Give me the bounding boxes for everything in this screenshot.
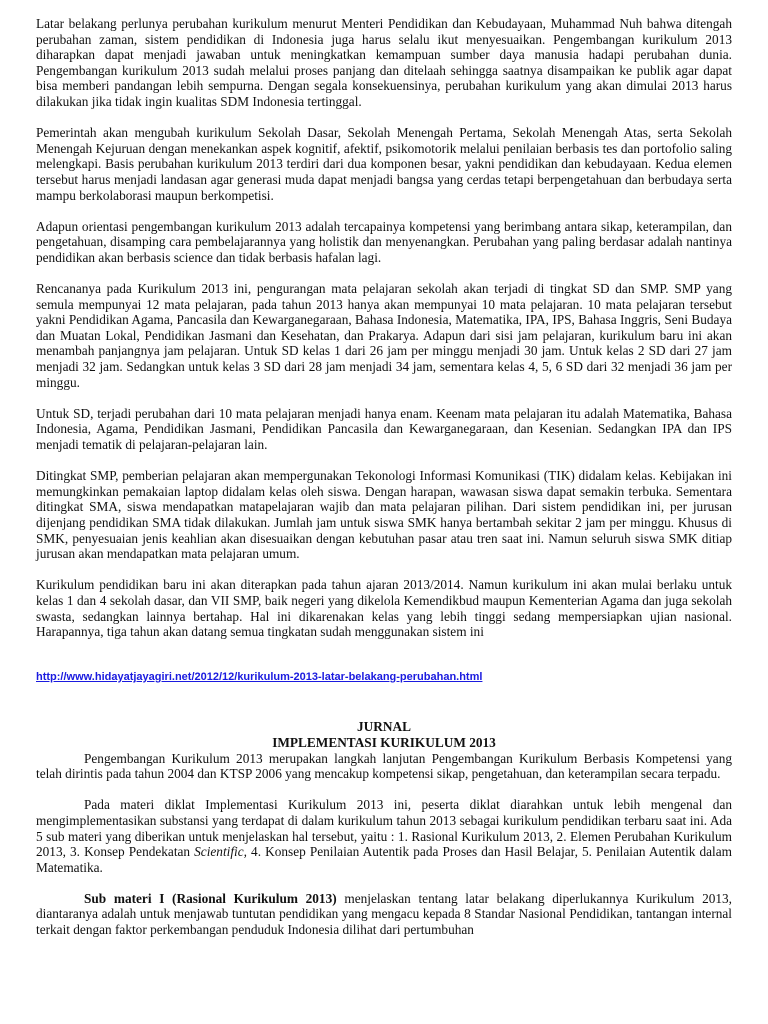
jurnal-section — [36, 719, 732, 937]
paragraph-penerapan: Kurikulum pendidikan baru ini akan diterapkan pada tahun ajaran 2013/2014. Namun kurikulum ini akan mulai berlaku untuk kelas 1 dan 4 sekolah dasar, dan VII SMP, baik negeri yang dikelola Kemendikbud maupun Kementerian Agama dan juga sekolah swasta, sedangkan lainnya bertahap. Hal ini dikarenakan kelas yang lebih tinggi sedang mempersiapkan ujian nasional. Harapannya, tiga tahun akan datang semua tingkatan sudah menggunakan sistem ini — [36, 577, 732, 640]
jurnal-paragraph-3 — [36, 891, 732, 938]
paragraph-latar-belakang: Latar belakang perlunya perubahan kurikulum menurut Menteri Pendidikan dan Kebudayaan, Muhammad Nuh bahwa ditengah perubahan zaman, sistem pendidikan di Indonesia juga harus selalu ikut menyesuaikan. Pengembangan kurikulum 2013 diharapkan dapat menjadi jawaban untuk meningkatkan kemampuan sumber daya manusia hadapi perubahan dunia. Pengembangan kurikulum 2013 sudah melalui proses panjang dan ditelaah sehingga saatnya disampaikan ke publik agar dapat bisa memberi pandangan lebih sempurna. Dengan segala konsekuensinya, perubahan kurikulum yang akan dimulai 2013 harus dilakukan jika tidak ingin kualitas SDM Indonesia tertinggal. — [36, 16, 732, 109]
jurnal-title: JURNAL — [357, 719, 411, 735]
paragraph-rencana: Rencananya pada Kurikulum 2013 ini, pengurangan mata pelajaran sekolah akan terjadi di tingkat SD dan SMP. SMP yang semula mempunyai 12 mata pelajaran, pada tahun 2013 hanya akan mempunyai 10 mata pelajaran. 10 mata pelajaran tersebut yakni Pendidikan Agama, Pancasila dan Kewarganegaraan, Bahasa Indonesia, Matematika, IPA, IPS, Bahasa Inggris, Seni Budaya dan Muatan Lokal, Pendidikan Jasmani dan Kesehatan, dan Prakarya. Adapun dari sisi jam pelajaran, kurikulum baru ini akan menambah panjangnya jam pelajaran. Untuk SD kelas 1 dari 26 jam per minggu menjadi 30 jam. Untuk kelas 2 SD dari 27 jam menjadi 32 jam. Sedangkan untuk kelas 3 SD dari 28 jam menjadi 34 jam, sementara kelas 4, 5, 6 SD dari 32 menjadi 36 jam per minggu. — [36, 281, 732, 390]
scientific-term: Scientific, — [194, 844, 247, 860]
jurnal-paragraph-2-text: Pada materi diklat Implementasi Kurikulum 2013 ini, peserta diklat diarahkan untuk lebih mengenal dan mengimplementasikan substansi yang terdapat di dalam kurikulum tahun 2013 sebagai kurikulum pendidikan terbaru saat ini. Ada 5 sub materi yang diberikan untuk menjelaskan hal tersebut, yaitu : 1. Rasional Kurikulum 2013, 2. Elemen Perubahan Kurikulum 2013, 3. Konsep Pendekatan — [36, 797, 732, 860]
sub-materi-heading: Sub materi I (Rasional Kurikulum 2013) — [84, 890, 337, 906]
jurnal-paragraph-3-text: menjelaskan tentang latar belakang diperlukannya Kurikulum 2013, diantaranya adalah untuk menjawab tuntutan pendidikan yang mengacu kepada 8 Standar Nasional Pendidikan, tantangan internal terkait dengan faktor perkembangan penduduk Indonesia dilihat dari pertumbuhan — [36, 890, 732, 938]
jurnal-paragraph-2 — [36, 797, 732, 875]
source-link-line — [36, 668, 732, 686]
jurnal-paragraph-1: Pengembangan Kurikulum 2013 merupakan langkah lanjutan Pengembangan Kurikulum Berbasis Kompetensi yang telah dirintis pada tahun 2004 dan KTSP 2006 yang mencakup kompetensi sikap, pengetahuan, dan keterampilan secara terpadu. — [36, 750, 732, 782]
paragraph-pemerintah: Pemerintah akan mengubah kurikulum Sekolah Dasar, Sekolah Menengah Pertama, Sekolah Menengah Atas, serta Sekolah Menengah Kejuruan dengan menekankan aspek kognitif, afektif, psikomotorik melalui penilaian berbasis tes dan portofolio saling melengkapi. Basis perubahan kurikulum 2013 terdiri dari dua komponen besar, yakni pendidikan dan kebudayaan. Kedua elemen tersebut harus menjadi landasan agar generasi muda dapat menjadi bangsa yang cerdas tetapi berpengetahuan dan berbudaya serta mampu berkolaborasi maupun berkompetisi. — [36, 125, 732, 203]
source-link[interactable]: http://www.hidayatjayagiri.net/2012/12/kurikulum-2013-latar-belakang-perubahan.html — [36, 670, 483, 683]
paragraph-untuk-sd: Untuk SD, terjadi perubahan dari 10 mata pelajaran menjadi hanya enam. Keenam mata pelajaran itu adalah Matematika, Bahasa Indonesia, Agama, Pendidikan Jasmani, Pendidikan Pancasila dan Kewarganegaraan, dan Kesenian. Sedangkan IPA dan IPS menjadi tematik di pelajaran-pelajaran lain. — [36, 405, 732, 453]
paragraph-tingkat-smp: Ditingkat SMP, pemberian pelajaran akan mempergunakan Tekonologi Informasi Komunikasi (TIK) didalam kelas. Kebijakan ini memungkinkan pemakaian laptop didalam kelas oleh siswa. Dengan harapan, wawasan siswa dapat semakin terbuka. Sementara ditingkat SMA, siswa mendapatkan matapelajaran wajib dan mata pelajaran pilihan. Dari sistem pendidikan ini, per jurusan dijenjang pendidikan SMA tidak dilakukan. Jumlah jam untuk siswa SMK hanya bertambah sekitar 2 jam per minggu. Khusus di SMK, penyesuaian jenis keahlian akan disesuaikan dengan kebutuhan pasar atau tren saat ini. Namun seluruh siswa SMK ditiap jurusan akan mendapatkan mata pelajaran umum. — [36, 468, 732, 562]
document-page — [36, 16, 732, 953]
jurnal-subtitle: IMPLEMENTASI KURIKULUM 2013 — [272, 734, 496, 750]
jurnal-paragraph-2-text-end: 4. Konsep Penilaian Autentik pada Proses dan Hasil Belajar, 5. Penilaian Autentik dalam Matematika. — [36, 844, 732, 875]
paragraph-orientasi: Adapun orientasi pengembangan kurikulum 2013 adalah tercapainya kompetensi yang berimbang antara sikap, keterampilan, dan pengetahuan, disamping cara pembelajarannya yang holistik dan menyenangkan. Perubahan yang paling berdasar adalah nantinya pendidikan akan berbasis science dan tidak berbasis hafalan lagi. — [36, 218, 732, 265]
